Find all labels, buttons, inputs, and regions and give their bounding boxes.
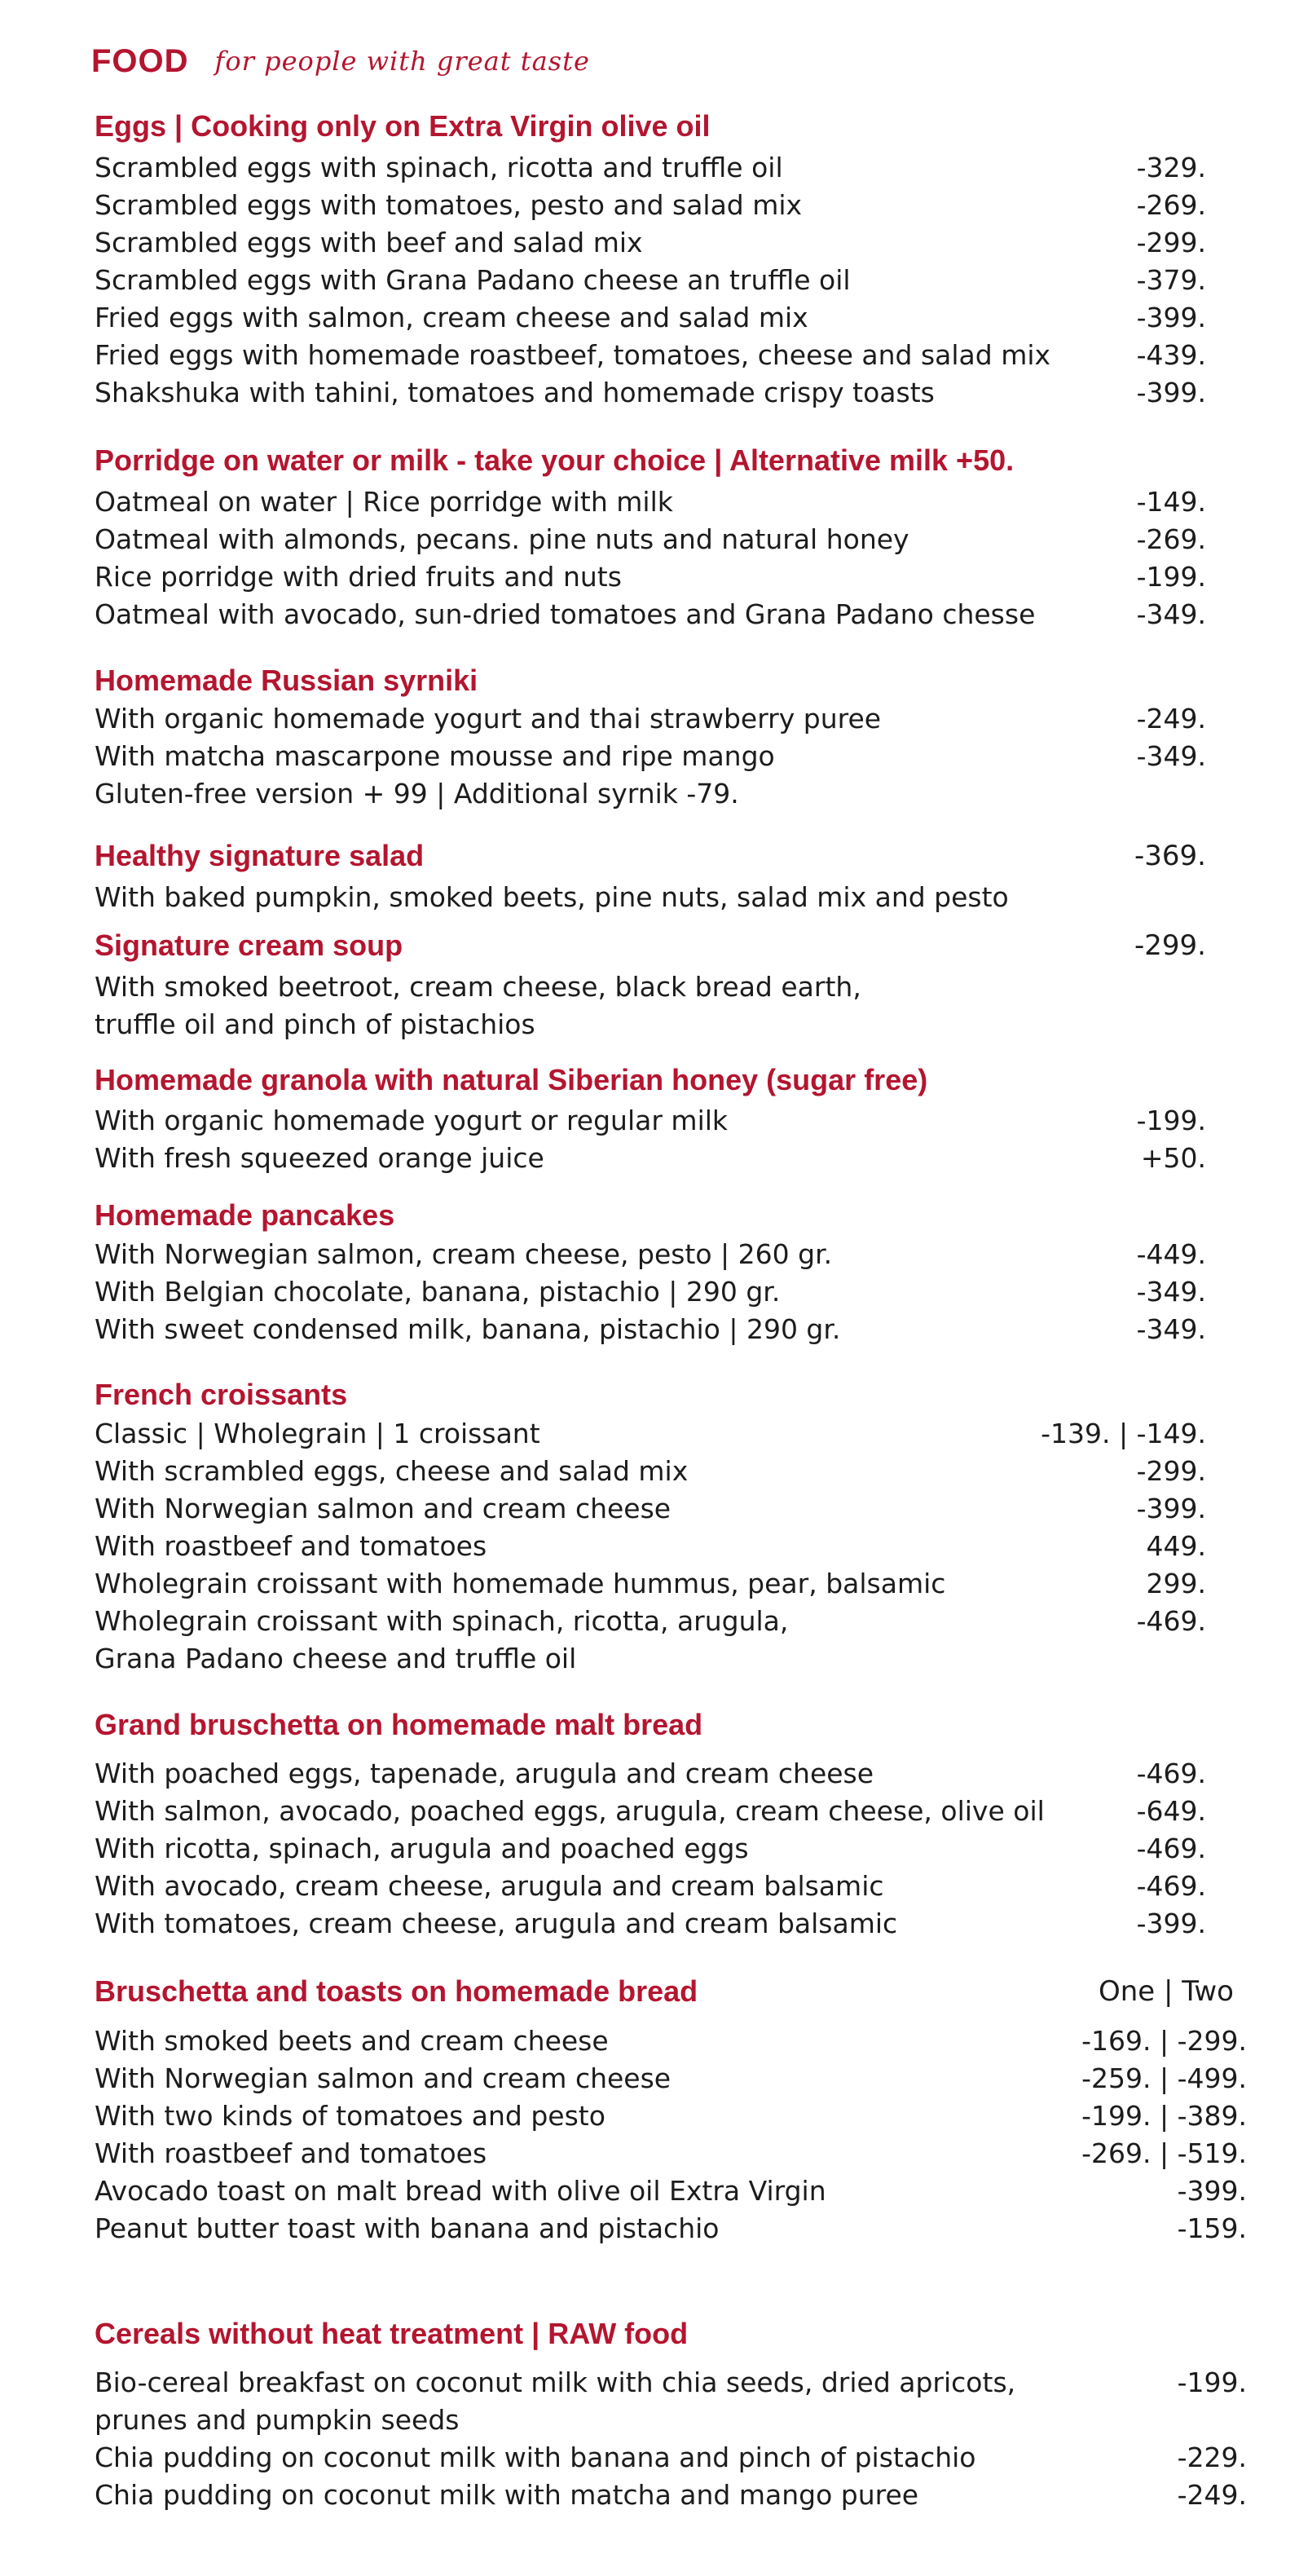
section-header (95, 1060, 1252, 1101)
item-name: Bio-cereal breakfast on coconut milk with chia seeds, dried apricots, (95, 2366, 1016, 2398)
item-price: -399. (1136, 1493, 1206, 1524)
menu-item (95, 1006, 1252, 1043)
section-price: -299. (1134, 929, 1206, 962)
section-title: Porridge on water or milk - take your choice | Alternative milk +50. (95, 443, 1015, 477)
item-name: With matcha mascarpone mousse and ripe mango (95, 740, 775, 772)
item-price: -349. (1136, 1276, 1206, 1308)
menu-item (95, 1528, 1252, 1565)
item-name: Classic | Wholegrain | 1 croissant (95, 1418, 540, 1449)
item-price: -199. (1136, 561, 1206, 593)
tagline: for people with great taste (214, 46, 590, 77)
item-price: -329. (1136, 152, 1206, 183)
section-title: Grand bruschetta on homemade malt bread (95, 1708, 703, 1741)
menu-section (95, 1374, 1252, 1674)
item-name: Avocado toast on malt bread with olive oil Extra Virgin (95, 2175, 826, 2207)
menu-item (95, 1311, 1252, 1348)
item-name: Wholegrain croissant with homemade hummus, pear, balsamic (95, 1568, 946, 1599)
item-name: With roastbeef and tomatoes (95, 1530, 487, 1562)
menu-item (95, 1793, 1252, 1830)
menu-item (95, 1273, 1252, 1311)
item-name: With fresh squeezed orange juice (95, 1142, 544, 1174)
item-name: Fried eggs with salmon, cream cheese and salad mix (95, 302, 808, 333)
item-price: +50. (1140, 1142, 1206, 1174)
section-title: French croissants (95, 1378, 348, 1411)
section-title: Healthy signature salad (95, 839, 425, 872)
menu-item (95, 262, 1252, 299)
item-name: prunes and pumpkin seeds (95, 2404, 460, 2436)
section-header (95, 440, 1252, 481)
item-name: Scrambled eggs with beef and salad mix (95, 227, 643, 258)
menu-item (95, 1868, 1252, 1905)
item-name: Scrambled eggs with spinach, ricotta and truffle oil (95, 152, 783, 183)
item-name: Oatmeal with almonds, pecans. pine nuts and natural honey (95, 523, 909, 555)
section-header (95, 2314, 1252, 2354)
menu-section (95, 440, 1252, 630)
item-price: -139. | -149. (1041, 1418, 1206, 1449)
menu-section (95, 2314, 1252, 2511)
menu-item (95, 374, 1252, 412)
menu-item (95, 1755, 1252, 1793)
item-name: Chia pudding on coconut milk with matcha and mango puree (95, 2479, 919, 2511)
item-price: -469. (1136, 1833, 1206, 1864)
menu-item (95, 2097, 1252, 2135)
item-price: -379. (1136, 264, 1206, 296)
item-price: -469. (1136, 1758, 1206, 1789)
section-price: -369. (1134, 840, 1206, 872)
menu-item (95, 968, 1252, 1006)
item-name: Scrambled eggs with Grana Padano cheese an truffle oil (95, 264, 851, 296)
menu-item (95, 1640, 1252, 1678)
menu-item (95, 879, 1252, 916)
menu-item (95, 1236, 1252, 1273)
item-price: -249. (1136, 703, 1206, 734)
menu-item (95, 1490, 1252, 1528)
item-list (95, 2364, 1252, 2514)
item-price: -159. (1177, 2212, 1247, 2244)
item-name: With organic homemade yogurt and thai strawberry puree (95, 703, 882, 734)
item-name: truffle oil and pinch of pistachios (95, 1008, 535, 1040)
menu-item (95, 1102, 1252, 1140)
item-price: 299. (1146, 1568, 1206, 1599)
item-list (95, 149, 1252, 412)
item-price: -169. | -299. (1081, 2025, 1247, 2057)
menu-item (95, 1830, 1252, 1868)
section-header (95, 925, 1252, 966)
menu-item (95, 700, 1252, 738)
section-title: Bruschetta and toasts on homemade bread (95, 1974, 698, 2008)
section-price: One | Two (1098, 1975, 1234, 2008)
item-list (95, 483, 1252, 633)
section-header (95, 1705, 1252, 1745)
menu-item (95, 2022, 1252, 2060)
item-name: With smoked beetroot, cream cheese, black bread earth, (95, 971, 861, 1003)
item-name: Rice porridge with dried fruits and nuts (95, 561, 622, 593)
item-name: Wholegrain croissant with spinach, ricotta, arugula, (95, 1605, 789, 1637)
menu-section (95, 1195, 1252, 1345)
menu-item (95, 775, 1252, 813)
menu-item (95, 2402, 1252, 2439)
item-name: With sweet condensed milk, banana, pistachio | 290 gr. (95, 1313, 841, 1345)
item-list (95, 879, 1252, 916)
menu-item (95, 2439, 1252, 2477)
menu-item (95, 1565, 1252, 1603)
item-price: -449. (1136, 1238, 1206, 1270)
menu-section (95, 925, 1252, 1040)
section-header (95, 1195, 1252, 1236)
item-name: With Norwegian salmon and cream cheese (95, 2062, 672, 2094)
menu-item (95, 1905, 1252, 1943)
item-price: -259. | -499. (1081, 2062, 1247, 2094)
menu-item (95, 187, 1252, 224)
item-price: -399. (1136, 1908, 1206, 1939)
section-title: Eggs | Cooking only on Extra Virgin olive oil (95, 109, 711, 143)
menu-header (91, 33, 590, 90)
item-price: -469. (1136, 1870, 1206, 1902)
menu-item (95, 299, 1252, 337)
menu-item (95, 1140, 1252, 1177)
item-price: -229. (1177, 2441, 1247, 2473)
item-price: -249. (1177, 2479, 1247, 2511)
item-price: -269. | -519. (1081, 2137, 1247, 2169)
item-name: With scrambled eggs, cheese and salad mix (95, 1455, 689, 1487)
section-header (95, 660, 1252, 701)
item-price: -149. (1136, 486, 1206, 518)
menu-section (95, 660, 1252, 809)
item-price: -399. (1136, 377, 1206, 408)
item-name: With ricotta, spinach, arugula and poached eggs (95, 1833, 749, 1864)
item-name: With Norwegian salmon and cream cheese (95, 1493, 672, 1524)
menu-item (95, 224, 1252, 262)
item-name: With Belgian chocolate, banana, pistachio | 290 gr. (95, 1276, 781, 1308)
item-price: -299. (1136, 1455, 1206, 1487)
menu-item (95, 149, 1252, 187)
item-price: -349. (1136, 740, 1206, 772)
item-price: -199. (1136, 1105, 1206, 1136)
section-title: Signature cream soup (95, 929, 403, 962)
section-title: Cereals without heat treatment | RAW food (95, 2317, 689, 2350)
item-name: With two kinds of tomatoes and pesto (95, 2100, 605, 2132)
item-name: Gluten-free version + 99 | Additional syrnik -79. (95, 778, 739, 809)
item-name: With smoked beets and cream cheese (95, 2025, 609, 2057)
item-price: -299. (1136, 227, 1206, 258)
menu-section (95, 1705, 1252, 1939)
item-name: With salmon, avocado, poached eggs, arugula, cream cheese, olive oil (95, 1795, 1045, 1827)
menu-item (95, 596, 1252, 633)
item-price: -349. (1136, 1313, 1206, 1345)
item-name: With poached eggs, tapenade, arugula and cream cheese (95, 1758, 874, 1789)
item-name: Oatmeal with avocado, sun-dried tomatoes and Grana Padano chesse (95, 598, 1036, 630)
item-list (95, 1755, 1252, 1943)
item-name: Grana Padano cheese and truffle oil (95, 1643, 577, 1674)
menu-item (95, 2364, 1252, 2402)
menu-item (95, 521, 1252, 558)
section-header (95, 1971, 1252, 2012)
item-price: -199. (1177, 2366, 1247, 2398)
item-name: Shakshuka with tahini, tomatoes and homemade crispy toasts (95, 377, 935, 408)
item-name: Scrambled eggs with tomatoes, pesto and salad mix (95, 189, 803, 221)
item-name: With avocado, cream cheese, arugula and cream balsamic (95, 1870, 884, 1902)
item-name: With Norwegian salmon, cream cheese, pesto | 260 gr. (95, 1238, 833, 1270)
item-list (95, 1236, 1252, 1348)
menu-item (95, 483, 1252, 521)
menu-section (95, 106, 1252, 408)
brand-title: FOOD (91, 42, 189, 79)
menu-item (95, 2477, 1252, 2514)
menu-item (95, 1453, 1252, 1490)
menu-section (95, 1060, 1252, 1174)
section-title: Homemade pancakes (95, 1198, 395, 1232)
menu-item (95, 337, 1252, 374)
item-list (95, 1415, 1252, 1678)
item-name: Chia pudding on coconut milk with banana and pinch of pistachio (95, 2441, 976, 2473)
section-header (95, 1374, 1252, 1415)
item-list (95, 968, 1252, 1043)
section-title: Homemade granola with natural Siberian honey (sugar free) (95, 1063, 928, 1096)
item-price: -269. (1136, 189, 1206, 221)
menu-section (95, 836, 1252, 913)
item-price: -649. (1136, 1795, 1206, 1827)
item-name: Fried eggs with homemade roastbeef, tomatoes, cheese and salad mix (95, 339, 1051, 371)
menu-item (95, 1603, 1252, 1640)
menu-section (95, 1971, 1252, 2244)
item-price: -399. (1136, 302, 1206, 333)
menu-item (95, 2172, 1252, 2210)
item-price: -469. (1136, 1605, 1206, 1637)
item-list (95, 700, 1252, 813)
item-name: With roastbeef and tomatoes (95, 2137, 487, 2169)
menu-item (95, 738, 1252, 775)
item-price: -399. (1177, 2175, 1247, 2207)
item-name: Peanut butter toast with banana and pistachio (95, 2212, 720, 2244)
item-price: -199. | -389. (1081, 2100, 1247, 2132)
section-header (95, 836, 1252, 876)
item-name: With organic homemade yogurt or regular milk (95, 1105, 729, 1136)
item-price: -349. (1136, 598, 1206, 630)
item-name: With tomatoes, cream cheese, arugula and cream balsamic (95, 1908, 898, 1939)
menu-item (95, 2060, 1252, 2097)
menu-item (95, 558, 1252, 596)
item-list (95, 1102, 1252, 1177)
item-price: -269. (1136, 523, 1206, 555)
item-price: -439. (1136, 339, 1206, 371)
section-title: Homemade Russian syrniki (95, 664, 478, 697)
menu-item (95, 2210, 1252, 2247)
section-header (95, 106, 1252, 147)
item-name: Oatmeal on water | Rice porridge with milk (95, 486, 673, 518)
item-name: With baked pumpkin, smoked beets, pine nuts, salad mix and pesto (95, 881, 1009, 913)
menu-item (95, 1415, 1252, 1453)
item-price: 449. (1146, 1530, 1206, 1562)
item-list (95, 2022, 1252, 2247)
menu-item (95, 2135, 1252, 2172)
